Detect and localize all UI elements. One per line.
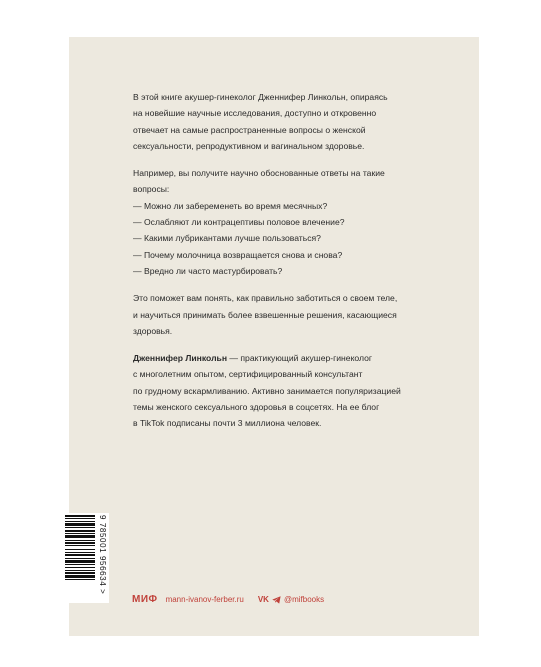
author-line: по грудному вскармливанию. Активно занимается популяризацией (133, 385, 401, 396)
barcode-bar (65, 530, 95, 532)
barcode-bar (65, 521, 95, 522)
author-first-line (133, 350, 433, 366)
questions-block (133, 165, 433, 279)
intro-line: В этой книге акушер-гинеколог Дженнифер Линкольн, опираясь (133, 92, 388, 102)
intro-line: на новейшие научные исследования, доступно и откровенно (133, 108, 377, 119)
barcode-bar (65, 515, 95, 517)
question-item: — Можно ли забеременеть во время месячных? (133, 200, 328, 211)
barcode-bars (63, 513, 97, 603)
barcode-bar (65, 527, 95, 528)
question-item: — Почему молочница возвращается снова и снова? (133, 249, 343, 260)
question-item: — Какими лубрикантами лучше пользоваться? (133, 233, 321, 244)
barcode-bar (65, 558, 95, 559)
book-back-cover (69, 37, 479, 636)
barcode-bar (65, 567, 95, 568)
conclusion-line: здоровья. (133, 325, 173, 336)
barcode-bar (65, 560, 95, 563)
cover-text (133, 89, 433, 443)
barcode-bar (65, 545, 95, 546)
barcode-digits: 9 785001 956634 > (98, 515, 107, 595)
author-bio (133, 350, 433, 431)
author-line: в TikTok подписаны почти 3 миллиона человек. (133, 418, 322, 429)
vk-icon: VK (257, 595, 269, 604)
barcode-bar (65, 572, 95, 574)
barcode-digits-wrap (96, 515, 108, 601)
question-item: — Вредно ли часто мастурбировать? (133, 265, 283, 276)
barcode-bar (65, 549, 95, 550)
intro-line: сексуальности, репродуктивном и вагинальном здоровье. (133, 140, 365, 151)
conclusion-line: Это поможет вам понять, как правильно заботиться о своем теле, (133, 293, 398, 304)
questions-lead: Например, вы получите научно обоснованные ответы на такие (133, 168, 385, 179)
social-handle[interactable]: @mifbooks (283, 595, 325, 604)
barcode-bar (65, 533, 95, 534)
publisher-logo: МИФ (132, 594, 158, 605)
intro-paragraph (133, 89, 433, 154)
conclusion-line: и научиться принимать более взвешенные решения, касающиеся (133, 309, 397, 320)
author-first-line-rest: — практикующий акушер-гинеколог (227, 353, 373, 364)
conclusion-paragraph (133, 290, 433, 339)
author-name: Дженнифер Линкольн (133, 353, 228, 364)
barcode-bar (65, 523, 95, 526)
barcode-bar (65, 579, 95, 580)
barcode-bar (65, 542, 95, 544)
isbn-barcode (63, 513, 109, 603)
publisher-footer (132, 594, 324, 605)
intro-line: отвечает на самые распространенные вопросы о женской (133, 124, 366, 135)
author-line: с многолетним опытом, сертифицированный консультант (133, 369, 363, 380)
author-line: темы женского сексуального здоровья в соцсетях. На ее блог (133, 402, 380, 413)
telegram-icon (272, 596, 281, 604)
barcode-bar (65, 570, 95, 571)
barcode-bar (65, 535, 95, 538)
barcode-bar (65, 552, 95, 553)
barcode-bar (65, 540, 95, 541)
publisher-website[interactable]: mann-ivanov-ferber.ru (165, 595, 244, 604)
barcode-bar (65, 518, 95, 519)
barcode-bar (65, 575, 95, 578)
questions-lead: вопросы: (133, 184, 170, 195)
barcode-bar (65, 554, 95, 556)
question-item: — Ослабляют ли контрацептивы половое влечение? (133, 217, 345, 228)
barcode-bar (65, 564, 95, 565)
